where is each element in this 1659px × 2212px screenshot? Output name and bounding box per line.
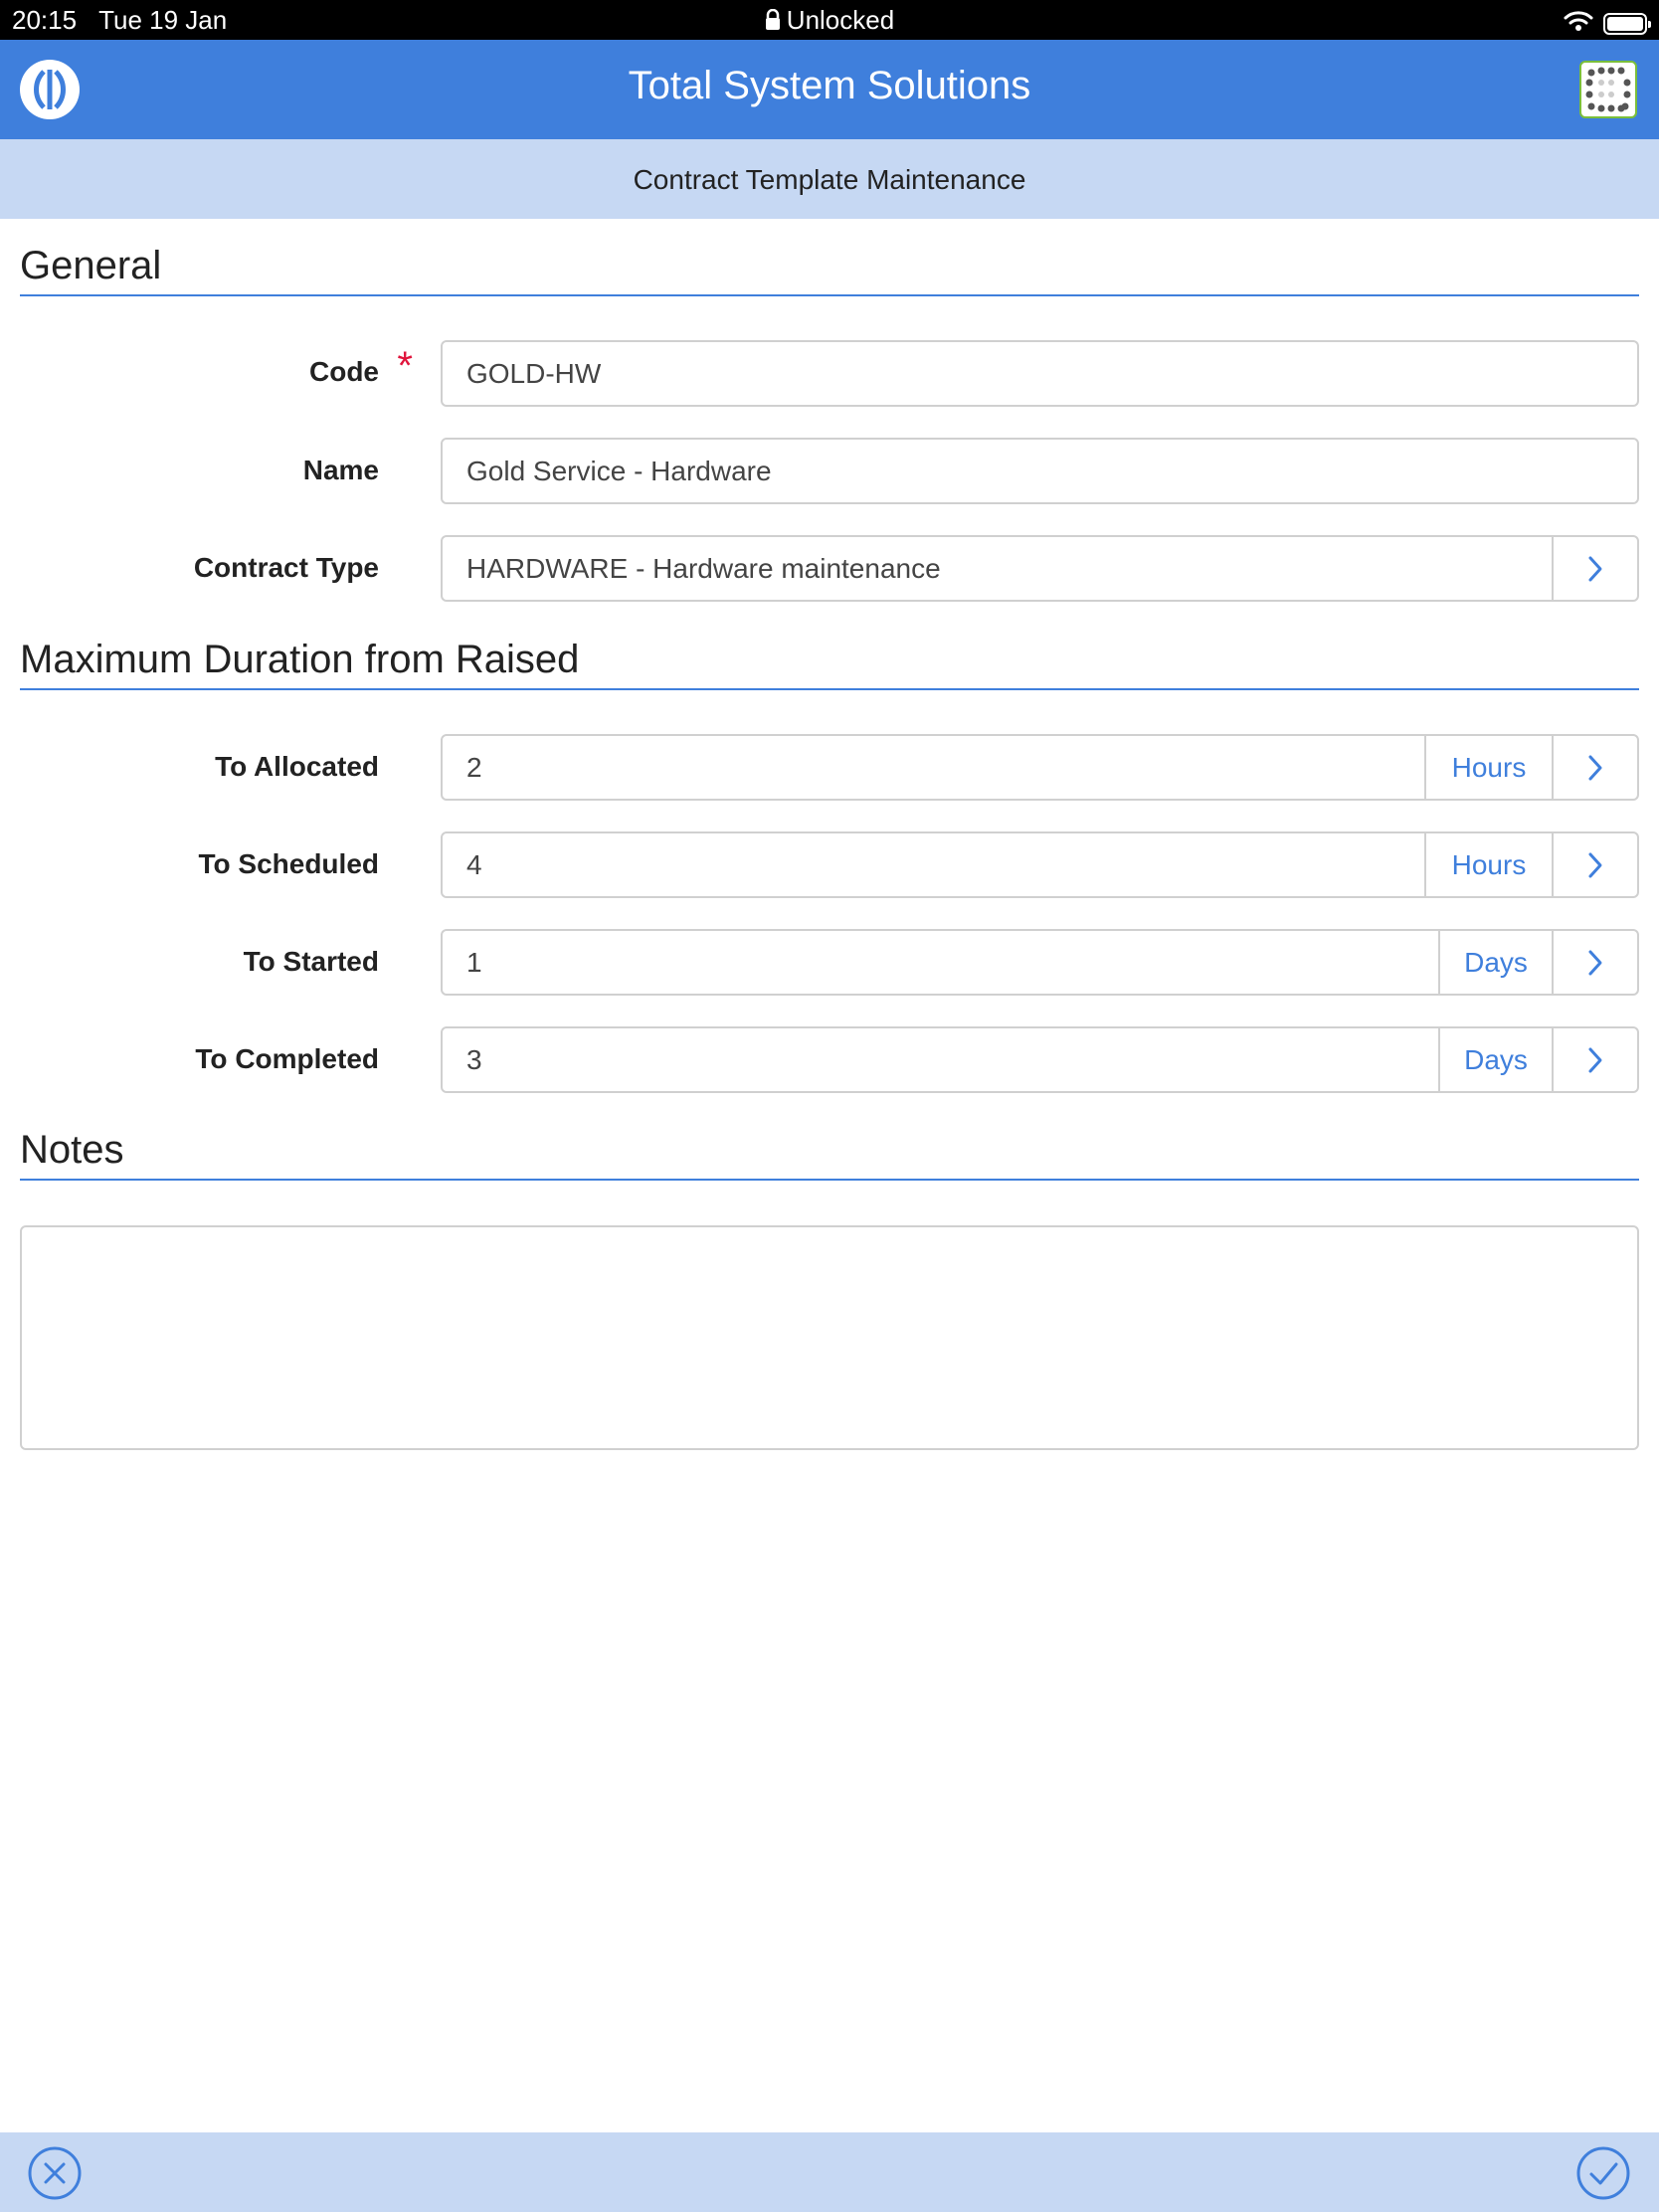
to-allocated-value[interactable]: 2 [466,751,482,783]
lock-status-text: Unlocked [786,5,895,35]
to-allocated-unit[interactable]: Hours [1424,736,1552,799]
name-value[interactable]: Gold Service - Hardware [466,455,772,486]
to-completed-value[interactable]: 3 [466,1043,482,1075]
chevron-right-icon[interactable] [1552,833,1637,896]
lock-icon [765,7,781,38]
status-bar [0,0,1659,40]
status-date: Tue 19 Jan [98,5,228,35]
notes-textarea[interactable] [20,1225,1639,1450]
bottom-toolbar [0,2132,1659,2212]
status-time: 20:15 [12,5,78,35]
to-scheduled-label: To Scheduled [198,848,379,879]
to-scheduled-unit[interactable]: Hours [1424,833,1552,896]
to-completed-label: To Completed [195,1043,379,1074]
save-button[interactable] [1575,2145,1631,2201]
required-asterisk-icon: * [397,344,413,388]
code-field[interactable] [441,340,1639,407]
contract-type-field[interactable] [441,535,1639,602]
apps-grid-icon[interactable] [1579,61,1637,118]
chevron-right-icon[interactable] [1552,931,1637,994]
to-scheduled-value[interactable]: 4 [466,848,482,880]
section-general-heading: General [20,244,1639,296]
to-started-label: To Started [243,946,379,977]
chevron-right-icon[interactable] [1552,537,1637,600]
to-started-unit[interactable]: Days [1438,931,1552,994]
section-duration-heading: Maximum Duration from Raised [20,638,1639,690]
chevron-right-icon[interactable] [1552,1028,1637,1091]
chevron-right-icon[interactable] [1552,736,1637,799]
close-icon [27,2145,83,2201]
app-header [0,40,1659,139]
wifi-icon [1564,8,1593,39]
checkmark-icon [1575,2145,1631,2201]
to-scheduled-field[interactable] [441,831,1639,898]
contract-type-value[interactable]: HARDWARE - Hardware maintenance [466,552,941,584]
page-subtitle-bar [0,139,1659,219]
page-title: Contract Template Maintenance [633,164,1026,195]
cancel-button[interactable] [27,2145,83,2201]
name-label: Name [302,455,379,485]
to-completed-unit[interactable]: Days [1438,1028,1552,1091]
name-field[interactable] [441,438,1639,504]
code-label: Code * [309,344,413,388]
to-started-field[interactable] [441,929,1639,996]
battery-icon [1603,13,1647,35]
to-completed-field[interactable] [441,1026,1639,1093]
app-title: Total System Solutions [628,64,1031,107]
to-allocated-field[interactable] [441,734,1639,801]
section-notes-heading: Notes [20,1128,1639,1181]
to-started-value[interactable]: 1 [466,946,482,978]
contract-type-label: Contract Type [193,552,379,583]
to-allocated-label: To Allocated [215,751,379,782]
code-value[interactable]: GOLD-HW [466,357,602,389]
